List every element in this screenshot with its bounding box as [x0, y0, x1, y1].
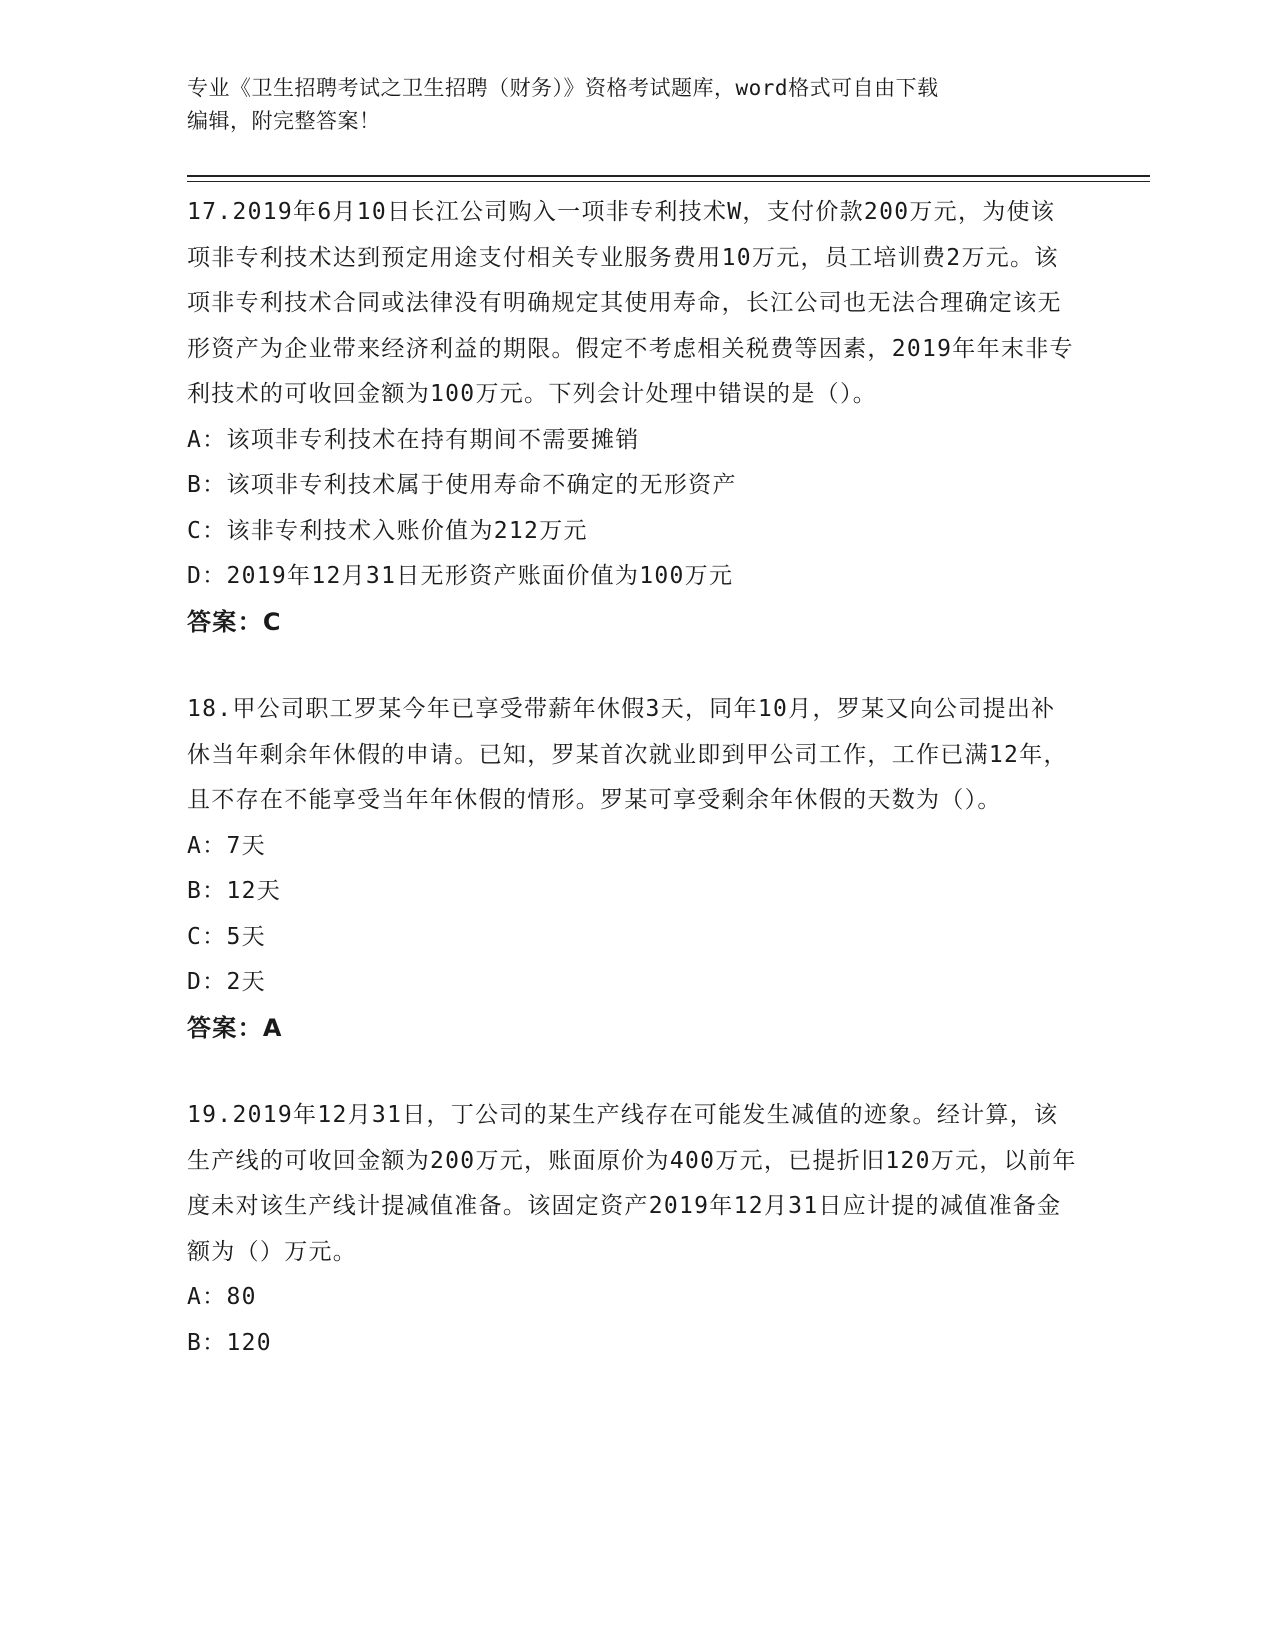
- question-18: [187, 687, 1077, 1051]
- option-c: C：5天: [187, 923, 266, 950]
- option-a: A：7天: [187, 832, 266, 859]
- option-b: B：120: [187, 1329, 272, 1356]
- option-a: A：80: [187, 1284, 257, 1310]
- header-rule-thin: [187, 181, 1150, 182]
- document-header: 专业《卫生招聘考试之卫生招聘（财务）》资格考试题库，word格式可自由下载 编辑，附完整答案！: [187, 76, 939, 133]
- header-rule-thick: [187, 175, 1150, 177]
- answer: 答案：C: [187, 607, 282, 636]
- question-stem: 17.2019年6月10日长江公司购入一项非专利技术W，支付价款200万元，为使该项非专利技术达到预定用途支付相关专业服务费用10万元，员工培训费2万元。该项非专利技术合同或法律没有明确规定其使用寿命，长江公司也无法合理确定该无形资产为企业带来经济利益的期限。假定不考虑相关税费等因素，2019年年末非专利技术的可收回金额为100万元。下列会计处理中错误的是（）。: [187, 199, 1074, 407]
- question-stem: 18.甲公司职工罗某今年已享受带薪年休假3天，同年10月，罗某又向公司提出补休当年剩余年休假的申请。已知，罗某首次就业即到甲公司工作，工作已满12年，且不存在不能享受当年年休假的情形。罗某可享受剩余年休假的天数为（）。: [187, 696, 1068, 813]
- answer: 答案：A: [187, 1013, 283, 1042]
- question-list: [187, 190, 1077, 1408]
- option-c: C：该非专利技术入账价值为212万元: [187, 517, 588, 544]
- option-a: A：该项非专利技术在持有期间不需要摊销: [187, 426, 640, 453]
- option-b: B：该项非专利技术属于使用寿命不确定的无形资产: [187, 472, 737, 498]
- question-stem: 19.2019年12月31日，丁公司的某生产线存在可能发生减值的迹象。经计算，该生产线的可收回金额为200万元，账面原价为400万元，已提折旧120万元，以前年度未对该生产线计提减值准备。该固定资产2019年12月31日应计提的减值准备金额为（）万元。: [187, 1102, 1077, 1265]
- option-b: B：12天: [187, 878, 282, 904]
- option-d: D：2019年12月31日无形资产账面价值为100万元: [187, 563, 734, 589]
- question-17: [187, 190, 1077, 645]
- option-d: D：2天: [187, 969, 266, 995]
- question-19: [187, 1093, 1077, 1366]
